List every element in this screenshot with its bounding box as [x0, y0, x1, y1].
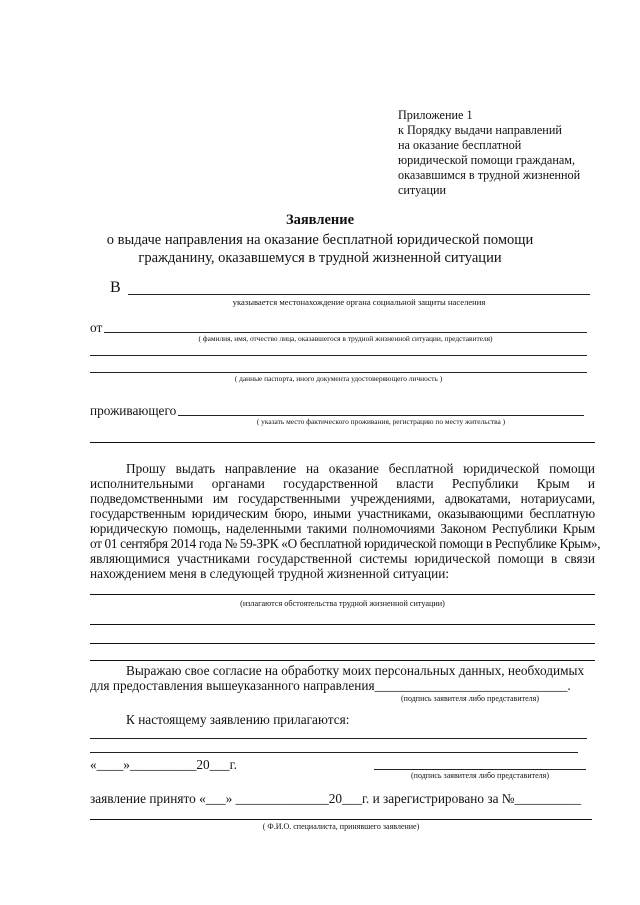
residence-prefix: проживающего [90, 403, 177, 418]
appendix-block [398, 108, 608, 198]
residence-field[interactable] [178, 415, 584, 416]
situation-hint: (излагаются обстоятельства трудной жизненной ситуации) [240, 599, 445, 608]
document-subtitle-line2: гражданину, оказавшемуся в трудной жизненной ситуации [138, 250, 502, 266]
situation-extra-field[interactable] [90, 624, 595, 625]
consent-line: для предоставления вышеуказанного направления_____________________________. [90, 678, 571, 693]
attachments-label: К настоящему заявлению прилагаются: [126, 712, 350, 727]
applicant-name-field[interactable] [104, 332, 587, 333]
appendix-line: Приложение 1 [398, 108, 473, 122]
situation-extra-field[interactable] [90, 643, 595, 644]
signature-date: «____»__________20___г. [90, 757, 237, 772]
request-line: исполнительными органами государственной власти Республики Крым и [90, 476, 595, 491]
addressee-prefix: В [110, 279, 121, 296]
appendix-line: юридической помощи гражданам, [398, 153, 576, 167]
applicant-extra-field[interactable] [90, 355, 587, 356]
appendix-line: к Порядку выдачи направлений [398, 123, 562, 137]
passport-field[interactable] [90, 372, 587, 373]
applicant-name-hint: ( фамилия, имя, отчество лица, оказавшегося в трудной жизненной ситуации, представителя) [198, 334, 493, 343]
residence-hint: ( указать место фактического проживания, регистрацию по месту жительства ) [256, 417, 506, 426]
situation-extra-field[interactable] [90, 660, 595, 661]
appendix-line: на оказание бесплатной [398, 138, 522, 152]
passport-hint: ( данные паспорта, иного документа удостоверяющего личность ) [234, 374, 443, 383]
appendix-line: ситуации [398, 183, 447, 197]
acceptance-field[interactable] [90, 819, 592, 820]
request-line: юридическую помощь, наделенными такими полномочиями Законом Республики Крым [90, 521, 595, 536]
acceptance-hint: ( Ф.И.О. специалиста, принявшего заявление) [262, 822, 420, 831]
situation-field[interactable] [90, 594, 595, 595]
appendix-line: оказавшимся в трудной жизненной [398, 168, 581, 182]
acceptance-text: заявление принято «___» ______________20___г. и зарегистрировано за №__________ [90, 791, 581, 806]
signature-hint: (подпись заявителя либо представителя) [411, 771, 549, 780]
request-line: государственным юридическим бюро, иными участниками, оказывающими бесплатную [90, 506, 595, 521]
addressee-hint: указывается местонахождение органа социальной защиты населения [232, 297, 486, 307]
request-line: от 01 сентября 2014 года № 59-ЗРК «О бесплатной юридической помощи в Республике Крым», [90, 536, 601, 551]
request-line: нахождением меня в следующей трудной жизненной ситуации: [90, 566, 450, 581]
consent-signature-hint: (подпись заявителя либо представителя) [401, 694, 539, 703]
document-title: Заявление [285, 212, 355, 228]
signature-field[interactable] [374, 769, 586, 770]
residence-extra-field[interactable] [90, 442, 595, 443]
request-line: являющимися участниками государственной системы юридической помощи в связи [90, 551, 595, 566]
request-line: Прошу выдать направление на оказание бесплатной юридической помощи [126, 461, 595, 476]
addressee-field[interactable] [128, 294, 590, 295]
attachments-field[interactable] [90, 752, 578, 753]
document-subtitle-line1: о выдаче направления на оказание бесплатной юридической помощи [106, 232, 534, 248]
consent-line: Выражаю свое согласие на обработку моих персональных данных, необходимых [126, 663, 585, 678]
attachments-field[interactable] [90, 738, 587, 739]
applicant-prefix: от [90, 320, 103, 335]
request-line: подведомственными им государственными учреждениями, адвокатами, нотариусами, [90, 491, 595, 506]
